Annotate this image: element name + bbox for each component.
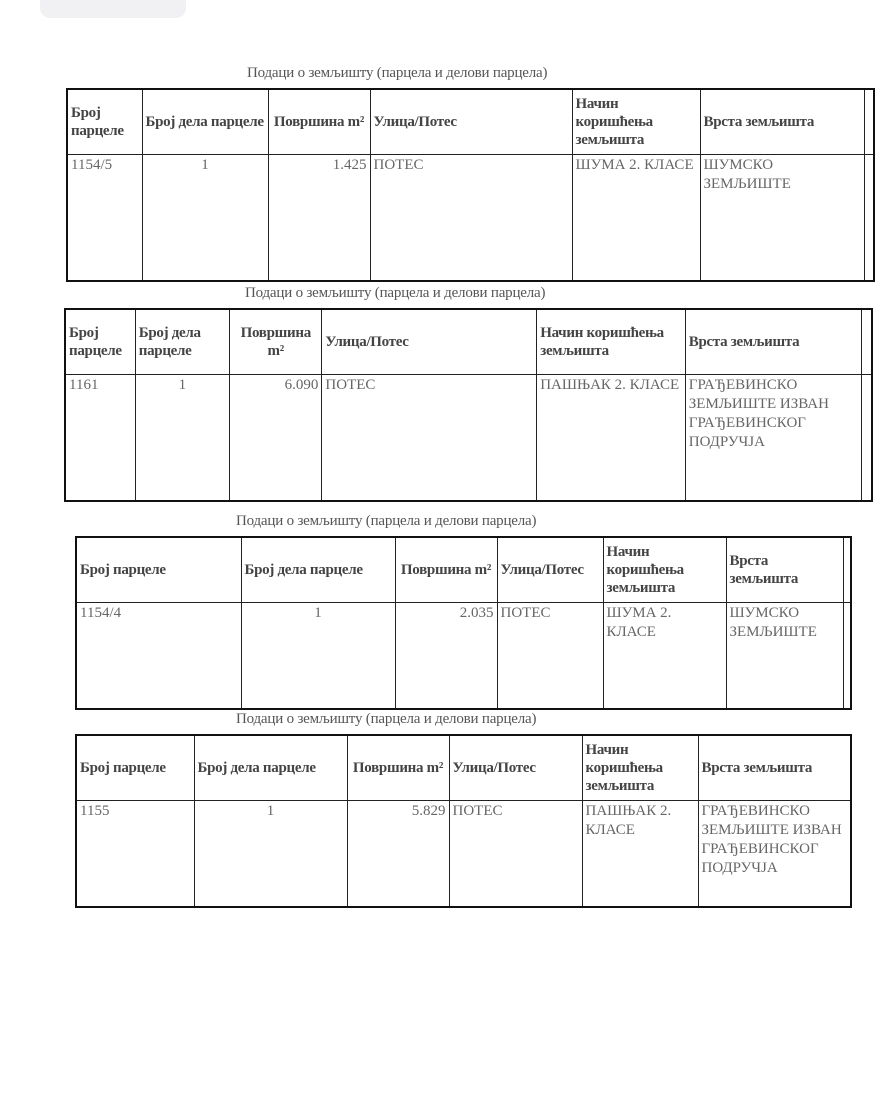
table-header-row bbox=[65, 309, 872, 375]
cell-parcel-number: 1154/4 bbox=[76, 603, 241, 709]
header-usage: Начин коришћења земљишта bbox=[572, 89, 700, 155]
header-area: Површина m² bbox=[230, 309, 322, 375]
cell-usage: ШУМА 2. КЛАСЕ bbox=[572, 155, 700, 281]
header-land-type: Врста земљишта bbox=[700, 89, 864, 155]
cell-street: ПОТЕС bbox=[370, 155, 572, 281]
land-data-table bbox=[75, 734, 852, 908]
cell-part-number: 1 bbox=[142, 155, 268, 281]
cell-area: 2.035 bbox=[395, 603, 497, 709]
table-header-row bbox=[76, 537, 851, 603]
header-land-type: Врста земљишта bbox=[685, 309, 862, 375]
table-row bbox=[76, 801, 851, 907]
cell-tail bbox=[862, 375, 872, 501]
cell-land-type: ШУМСКО ЗЕМЉИШТЕ bbox=[700, 155, 864, 281]
table-row bbox=[76, 603, 851, 709]
cell-parcel-number: 1161 bbox=[65, 375, 135, 501]
header-tail bbox=[862, 309, 872, 375]
table-row bbox=[65, 375, 872, 501]
land-data-table bbox=[64, 308, 873, 502]
header-part-number: Број дела парцеле bbox=[135, 309, 229, 375]
header-parcel-number: Број парцеле bbox=[65, 309, 135, 375]
cell-part-number: 1 bbox=[135, 375, 229, 501]
table-caption: Подаци о земљишту (парцела и делови парцела) bbox=[245, 285, 546, 301]
table-caption: Подаци о земљишту (парцела и делови парцела) bbox=[236, 513, 537, 529]
header-area: Површина m² bbox=[347, 735, 449, 801]
table-caption: Подаци о земљишту (парцела и делови парцела) bbox=[236, 711, 537, 727]
cell-parcel-number: 1155 bbox=[76, 801, 194, 907]
header-parcel-number: Број парцеле bbox=[67, 89, 142, 155]
cell-area: 5.829 bbox=[347, 801, 449, 907]
cell-usage: ПАШЊАК 2. КЛАСЕ bbox=[537, 375, 686, 501]
header-parcel-number: Број парцеле bbox=[76, 537, 241, 603]
land-data-table bbox=[75, 536, 852, 710]
header-land-type: Врста земљишта bbox=[698, 735, 851, 801]
cell-area: 6.090 bbox=[230, 375, 322, 501]
header-usage: Начин коришћења земљишта bbox=[582, 735, 698, 801]
cell-tail bbox=[843, 603, 851, 709]
cell-part-number: 1 bbox=[194, 801, 347, 907]
header-street: Улица/Потес bbox=[322, 309, 537, 375]
top-tab-strip[interactable] bbox=[40, 0, 186, 18]
header-street: Улица/Потес bbox=[497, 537, 603, 603]
header-tail bbox=[843, 537, 851, 603]
header-tail bbox=[864, 89, 874, 155]
table-row bbox=[67, 155, 874, 281]
table-header-row bbox=[67, 89, 874, 155]
cell-street: ПОТЕС bbox=[449, 801, 582, 907]
cell-land-type: ГРАЂЕВИНСКО ЗЕМЉИШТЕ ИЗВАН ГРАЂЕВИНСКОГ ПОДРУЧЈА bbox=[698, 801, 851, 907]
header-part-number: Број дела парцеле bbox=[142, 89, 268, 155]
cell-land-type: ГРАЂЕВИНСКО ЗЕМЉИШТЕ ИЗВАН ГРАЂЕВИНСКОГ ПОДРУЧЈА bbox=[685, 375, 862, 501]
header-street: Улица/Потес bbox=[370, 89, 572, 155]
cell-street: ПОТЕС bbox=[322, 375, 537, 501]
cell-area: 1.425 bbox=[268, 155, 370, 281]
header-parcel-number: Број парцеле bbox=[76, 735, 194, 801]
cell-street: ПОТЕС bbox=[497, 603, 603, 709]
header-area: Површина m² bbox=[395, 537, 497, 603]
header-street: Улица/Потес bbox=[449, 735, 582, 801]
header-land-type: Врста земљишта bbox=[726, 537, 843, 603]
table-caption: Подаци о земљишту (парцела и делови парцела) bbox=[247, 65, 548, 81]
cell-part-number: 1 bbox=[241, 603, 395, 709]
cell-land-type: ШУМСКО ЗЕМЉИШТЕ bbox=[726, 603, 843, 709]
cell-parcel-number: 1154/5 bbox=[67, 155, 142, 281]
header-usage: Начин коришћења земљишта bbox=[603, 537, 726, 603]
header-usage: Начин коришћења земљишта bbox=[537, 309, 686, 375]
table-header-row bbox=[76, 735, 851, 801]
cell-usage: ШУМА 2. КЛАСЕ bbox=[603, 603, 726, 709]
header-area: Површина m² bbox=[268, 89, 370, 155]
land-data-table bbox=[66, 88, 875, 282]
cell-tail bbox=[864, 155, 874, 281]
header-part-number: Број дела парцеле bbox=[241, 537, 395, 603]
cell-usage: ПАШЊАК 2. КЛАСЕ bbox=[582, 801, 698, 907]
header-part-number: Број дела парцеле bbox=[194, 735, 347, 801]
